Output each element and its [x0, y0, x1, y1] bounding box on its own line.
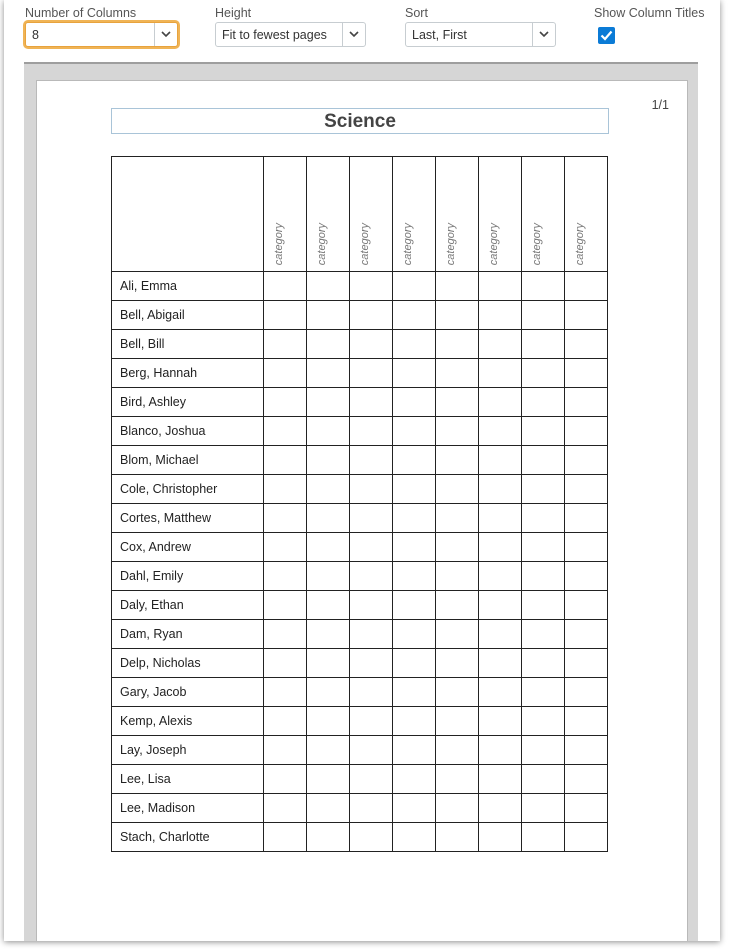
grid-cell: [436, 301, 479, 330]
grid-cell: [565, 301, 608, 330]
grid-cell: [393, 330, 436, 359]
grid-cell: [350, 649, 393, 678]
grid-cell: [264, 272, 307, 301]
grid-cell: [350, 736, 393, 765]
grid-cell: [565, 823, 608, 852]
grid-cell: [522, 272, 565, 301]
grid-cell: [565, 533, 608, 562]
grid-cell: [479, 562, 522, 591]
columns-label: Number of Columns: [25, 6, 137, 20]
grid-cell: [393, 359, 436, 388]
grid-cell: [436, 562, 479, 591]
grid-cell: [393, 736, 436, 765]
table-row: [112, 272, 608, 301]
table-row: [112, 533, 608, 562]
column-title-cell: [307, 157, 350, 272]
grid-cell: [436, 533, 479, 562]
table-row: [112, 620, 608, 649]
grid-cell: [264, 620, 307, 649]
grid-cell: [264, 388, 307, 417]
grid-cell: [393, 765, 436, 794]
student-grid: [111, 156, 608, 852]
student-name: Bell, Bill: [112, 330, 264, 359]
table-row: [112, 446, 608, 475]
grid-cell: [307, 533, 350, 562]
student-name: Gary, Jacob: [112, 678, 264, 707]
grid-cell: [350, 504, 393, 533]
table-row: [112, 330, 608, 359]
grid-cell: [436, 330, 479, 359]
sort-label: Sort: [405, 6, 428, 20]
student-name: Lee, Madison: [112, 794, 264, 823]
grid-cell: [522, 649, 565, 678]
height-select[interactable]: [215, 22, 366, 47]
table-row: [112, 591, 608, 620]
grid-cell: [522, 591, 565, 620]
grid-cell: [565, 388, 608, 417]
grid-cell: [565, 446, 608, 475]
student-name: Cole, Christopher: [112, 475, 264, 504]
grid-cell: [565, 736, 608, 765]
table-row: [112, 823, 608, 852]
grid-cell: [565, 649, 608, 678]
grid-cell: [565, 591, 608, 620]
column-title-cell: [350, 157, 393, 272]
grid-cell: [522, 765, 565, 794]
grid-cell: [436, 359, 479, 388]
show-titles-label: Show Column Titles: [594, 6, 705, 20]
grid-cell: [522, 620, 565, 649]
grid-cell: [436, 649, 479, 678]
grid-cell: [479, 533, 522, 562]
grid-cell: [264, 678, 307, 707]
grid-cell: [479, 272, 522, 301]
grid-cell: [393, 533, 436, 562]
grid-cell: [264, 417, 307, 446]
student-name: Cox, Andrew: [112, 533, 264, 562]
grid-cell: [436, 823, 479, 852]
grid-cell: [307, 504, 350, 533]
table-row: [112, 504, 608, 533]
column-title: category: [316, 222, 328, 265]
grid-cell: [565, 475, 608, 504]
grid-cell: [350, 417, 393, 446]
checkmark-icon: [600, 30, 613, 41]
table-row: [112, 562, 608, 591]
grid-cell: [393, 475, 436, 504]
grid-cell: [307, 620, 350, 649]
grid-cell: [522, 388, 565, 417]
column-title-cell: [436, 157, 479, 272]
grid-cell: [307, 707, 350, 736]
grid-cell: [264, 823, 307, 852]
grid-cell: [264, 533, 307, 562]
chevron-down-icon[interactable]: [342, 23, 365, 46]
grid-cell: [479, 388, 522, 417]
table-row: [112, 359, 608, 388]
grid-cell: [436, 620, 479, 649]
grid-cell: [350, 794, 393, 823]
grid-cell: [479, 504, 522, 533]
grid-cell: [307, 446, 350, 475]
grid-cell: [436, 591, 479, 620]
column-title: category: [359, 222, 371, 265]
grid-cell: [522, 330, 565, 359]
grid-cell: [522, 417, 565, 446]
grid-cell: [393, 591, 436, 620]
grid-cell: [393, 707, 436, 736]
student-name: Stach, Charlotte: [112, 823, 264, 852]
grid-cell: [479, 649, 522, 678]
grid-cell: [522, 707, 565, 736]
height-label: Height: [215, 6, 252, 20]
column-title-cell: [565, 157, 608, 272]
grid-cell: [307, 388, 350, 417]
grid-cell: [479, 330, 522, 359]
grid-cell: [436, 504, 479, 533]
grid-cell: [522, 446, 565, 475]
grid-cell: [350, 765, 393, 794]
table-row: [112, 678, 608, 707]
show-titles-checkbox[interactable]: [598, 27, 615, 44]
student-name: Delp, Nicholas: [112, 649, 264, 678]
grid-cell: [479, 794, 522, 823]
grid-cell: [522, 359, 565, 388]
column-title: category: [445, 222, 457, 265]
grid-cell: [393, 301, 436, 330]
grid-cell: [350, 562, 393, 591]
grid-cell: [307, 823, 350, 852]
grid-cell: [522, 504, 565, 533]
grid-cell: [565, 417, 608, 446]
grid-cell: [522, 475, 565, 504]
grid-cell: [479, 359, 522, 388]
grid-cell: [307, 417, 350, 446]
grid-cell: [393, 272, 436, 301]
grid-cell: [565, 272, 608, 301]
table-row: [112, 707, 608, 736]
grid-cell: [436, 678, 479, 707]
grid-cell: [393, 794, 436, 823]
grid-cell: [350, 388, 393, 417]
corner-cell: [112, 157, 264, 272]
grid-cell: [307, 562, 350, 591]
grid-cell: [522, 794, 565, 823]
grid-cell: [393, 823, 436, 852]
student-name: Berg, Hannah: [112, 359, 264, 388]
column-title: category: [488, 222, 500, 265]
grid-cell: [436, 272, 479, 301]
grid-cell: [522, 736, 565, 765]
grid-cell: [479, 417, 522, 446]
grid-cell: [350, 620, 393, 649]
grid-cell: [393, 649, 436, 678]
table-row: [112, 475, 608, 504]
grid-cell: [264, 359, 307, 388]
grid-cell: [350, 446, 393, 475]
grid-cell: [264, 765, 307, 794]
page-number: 1/1: [651, 98, 669, 112]
grid-cell: [479, 475, 522, 504]
grid-cell: [350, 678, 393, 707]
grid-cell: [307, 359, 350, 388]
column-title: category: [402, 222, 414, 265]
student-name: Blanco, Joshua: [112, 417, 264, 446]
grid-cell: [565, 620, 608, 649]
grid-cell: [264, 504, 307, 533]
student-name: Dam, Ryan: [112, 620, 264, 649]
grid-cell: [393, 562, 436, 591]
student-name: Blom, Michael: [112, 446, 264, 475]
grid-cell: [436, 736, 479, 765]
grid-cell: [264, 475, 307, 504]
grid-cell: [436, 417, 479, 446]
chevron-down-icon[interactable]: [154, 23, 177, 46]
grid-body: [112, 272, 608, 852]
grid-cell: [565, 330, 608, 359]
column-title-cell: [264, 157, 307, 272]
grid-cell: [436, 475, 479, 504]
columns-value: 8: [32, 28, 39, 42]
grid-cell: [350, 591, 393, 620]
table-row: [112, 417, 608, 446]
student-name: Daly, Ethan: [112, 591, 264, 620]
grid-cell: [264, 736, 307, 765]
table-row: [112, 301, 608, 330]
column-title-cell: [393, 157, 436, 272]
grid-cell: [565, 678, 608, 707]
column-title-cell: [479, 157, 522, 272]
grid-cell: [307, 591, 350, 620]
print-preview[interactable]: [24, 62, 698, 941]
table-row: [112, 765, 608, 794]
grid-cell: [264, 301, 307, 330]
chevron-down-icon[interactable]: [532, 23, 555, 46]
grid-cell: [565, 794, 608, 823]
page-title: Science: [111, 108, 609, 134]
column-title: category: [273, 222, 285, 265]
grid-cell: [307, 649, 350, 678]
grid-cell: [264, 562, 307, 591]
grid-cell: [264, 649, 307, 678]
table-row: [112, 649, 608, 678]
student-name: Kemp, Alexis: [112, 707, 264, 736]
grid-cell: [350, 272, 393, 301]
column-title: category: [574, 222, 586, 265]
table-row: [112, 794, 608, 823]
grid-cell: [393, 620, 436, 649]
grid-cell: [565, 707, 608, 736]
grid-cell: [393, 388, 436, 417]
grid-cell: [393, 417, 436, 446]
grid-cell: [479, 765, 522, 794]
sort-value: Last, First: [412, 28, 467, 42]
grid-cell: [565, 359, 608, 388]
grid-cell: [307, 475, 350, 504]
grid-cell: [264, 591, 307, 620]
student-name: Cortes, Matthew: [112, 504, 264, 533]
grid-cell: [393, 678, 436, 707]
grid-cell: [565, 562, 608, 591]
grid-cell: [479, 620, 522, 649]
grid-cell: [522, 301, 565, 330]
grid-cell: [522, 823, 565, 852]
grid-cell: [350, 330, 393, 359]
student-name: Ali, Emma: [112, 272, 264, 301]
grid-cell: [307, 272, 350, 301]
grid-cell: [350, 533, 393, 562]
grid-cell: [307, 301, 350, 330]
grid-cell: [264, 446, 307, 475]
grid-cell: [522, 533, 565, 562]
grid-cell: [479, 823, 522, 852]
preview-page: [36, 80, 688, 941]
grid-cell: [307, 765, 350, 794]
grid-cell: [479, 678, 522, 707]
grid-cell: [436, 446, 479, 475]
header-row: [112, 157, 608, 272]
student-name: Lay, Joseph: [112, 736, 264, 765]
table-row: [112, 736, 608, 765]
grid-cell: [436, 388, 479, 417]
grid-cell: [393, 504, 436, 533]
grid-cell: [264, 330, 307, 359]
column-title-cell: [522, 157, 565, 272]
grid-cell: [479, 707, 522, 736]
grid-cell: [264, 707, 307, 736]
table-row: [112, 388, 608, 417]
grid-cell: [307, 736, 350, 765]
height-value: Fit to fewest pages: [222, 28, 327, 42]
grid-cell: [522, 678, 565, 707]
sort-select[interactable]: [405, 22, 556, 47]
grid-cell: [264, 794, 307, 823]
print-options-window: [4, 0, 720, 941]
column-title: category: [531, 222, 543, 265]
columns-select[interactable]: [25, 22, 178, 47]
grid-cell: [307, 794, 350, 823]
grid-cell: [350, 301, 393, 330]
student-name: Dahl, Emily: [112, 562, 264, 591]
grid-cell: [350, 707, 393, 736]
grid-cell: [479, 446, 522, 475]
student-name: Bell, Abigail: [112, 301, 264, 330]
grid-cell: [436, 794, 479, 823]
grid-cell: [350, 475, 393, 504]
grid-cell: [436, 765, 479, 794]
grid-cell: [350, 823, 393, 852]
grid-cell: [565, 504, 608, 533]
grid-cell: [307, 330, 350, 359]
student-name: Lee, Lisa: [112, 765, 264, 794]
grid-cell: [350, 359, 393, 388]
student-name: Bird, Ashley: [112, 388, 264, 417]
grid-cell: [479, 591, 522, 620]
grid-cell: [565, 765, 608, 794]
grid-cell: [393, 446, 436, 475]
grid-cell: [436, 707, 479, 736]
grid-cell: [479, 736, 522, 765]
grid-cell: [522, 562, 565, 591]
grid-cell: [479, 301, 522, 330]
grid-cell: [307, 678, 350, 707]
